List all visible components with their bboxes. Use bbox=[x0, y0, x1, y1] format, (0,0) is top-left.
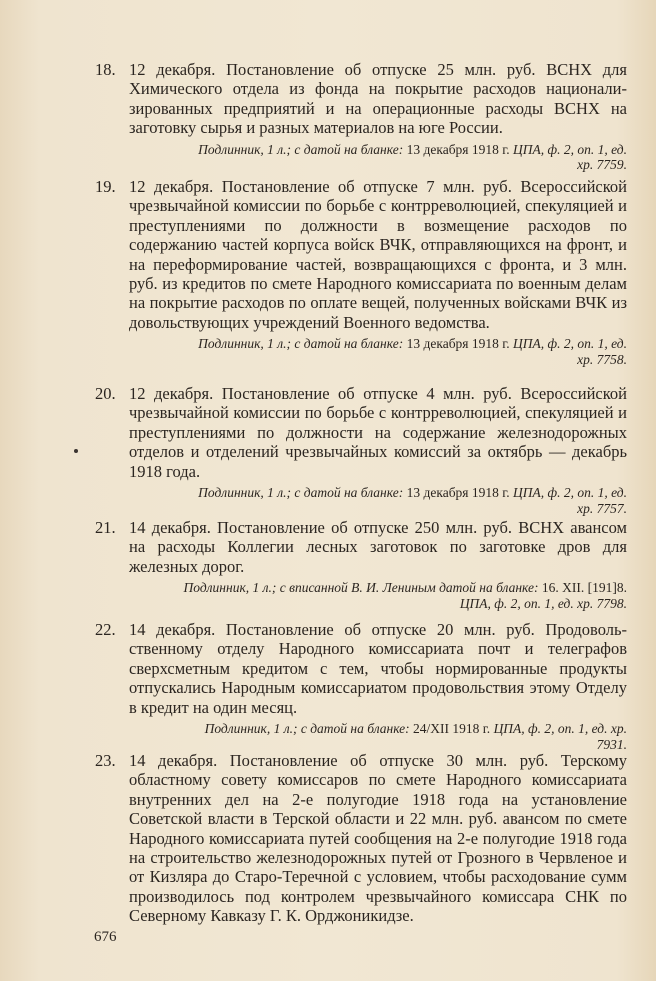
source-note: Подлинник, 1 л.; с вписанной В. И. Лениным датой на бланке: bbox=[183, 580, 539, 596]
entry-source bbox=[180, 142, 627, 173]
source-note: Подлинник, 1 л.; с датой на бланке: bbox=[198, 141, 404, 157]
source-date: 13 декабря 1918 г. bbox=[406, 485, 510, 501]
source-note: Подлинник, 1 л.; с датой на бланке: bbox=[204, 721, 410, 737]
entry-number: 20. bbox=[95, 384, 116, 403]
page-number: 676 bbox=[94, 929, 117, 945]
entry-19 bbox=[95, 177, 627, 367]
entry-source bbox=[180, 336, 627, 367]
source-note: Подлинник, 1 л.; с датой на бланке: bbox=[198, 336, 404, 352]
source-reference: ЦПА, ф. 2, оп. 1, ед. хр. 7798. bbox=[459, 595, 627, 611]
entry-text: 14 декабря. Постановление об отпуске 30 млн. руб. Терскому областному совету комиссаров по смете Народного комиссариата внутренних дел на 2-е полугодие 1918 года на установление Советской власти в Терской области и 22 млн. руб. авансом по смете Народного комиссариата путей сообщения на 2-е полугодие 1918 года на строительство железнодорожных путей от Грозного в Червленое и от Кизляра до Старо-Теречной с условием, чтобы расходование сумм производилось под контролем чрезвычайного комиссара СНК по Северному Кавказу Г. К. Орджоникидзе. bbox=[129, 751, 627, 926]
source-reference: ЦПА, ф. 2, оп. 1, ед. хр. 7757. bbox=[513, 485, 627, 516]
source-reference: ЦПА, ф. 2, оп. 1, ед. хр. 7931. bbox=[493, 721, 627, 752]
source-date: 13 декабря 1918 г. bbox=[406, 336, 510, 352]
entry-number: 22. bbox=[95, 620, 116, 639]
source-date: 16. XII. [191]8. bbox=[541, 580, 627, 596]
entry-number: 21. bbox=[95, 518, 116, 537]
entry-23 bbox=[95, 751, 627, 926]
entry-source bbox=[180, 580, 627, 611]
entry-text: 12 декабря. Постановление об отпуске 4 млн. руб. Всероссийской чрезвычайной комиссии по борьбе с контрреволюцией, спекуляцией и преступлениями по должности на содержание железнодорожных отделов и отделений чрезвычайных комиссий за октябрь — декабрь 1918 года. bbox=[129, 384, 627, 481]
entry-source bbox=[180, 485, 627, 516]
ink-speck bbox=[74, 449, 78, 453]
entry-text: 12 декабря. Постановление об отпуске 25 млн. руб. ВСНХ для Химического отдела из фонда на покрытие расходов национализированных предприятий и на операционные расходы ВСНХ на заготовку сырья и разных материалов на юге России. bbox=[129, 60, 627, 138]
entry-number: 23. bbox=[95, 751, 116, 770]
entry-18 bbox=[95, 60, 627, 173]
source-date: 13 декабря 1918 г. bbox=[406, 141, 510, 157]
source-note: Подлинник, 1 л.; с датой на бланке: bbox=[198, 485, 404, 501]
source-date: 24/XII 1918 г. bbox=[413, 721, 491, 737]
source-reference: ЦПА, ф. 2, оп. 1, ед. хр. 7759. bbox=[513, 141, 627, 173]
entry-22 bbox=[95, 620, 627, 752]
entry-20 bbox=[95, 384, 627, 516]
entry-number: 18. bbox=[95, 60, 116, 79]
entry-number: 19. bbox=[95, 177, 116, 196]
entry-text: 14 декабря. Постановление об отпуске 250 млн. руб. ВСНХ авансом на расходы Коллегии лесных заготовок по заготовке дров для железных дорог. bbox=[129, 518, 627, 576]
entry-source bbox=[180, 721, 627, 752]
entry-text: 12 декабря. Постановление об отпуске 7 млн. руб. Всероссийской чрезвычайной комиссии по борьбе с контрреволюцией, спекуляцией и преступлениями по должности в возмещение расходов по содержанию частей корпуса войск ВЧК, отправляющихся на фронт, и на переформирование частей, возвращающихся с фронта, и 3 млн. руб. из кредитов по смете Народного комиссариата по военным делам на покрытие расходов по оплате вещей, полученных войсками ВЧК из довольствующих учреждений Военного ведомства. bbox=[129, 177, 627, 332]
entry-21 bbox=[95, 518, 627, 611]
entry-text: 14 декабря. Постановление об отпуске 20 млн. руб. Продовольственному отделу Народного комиссариата почт и телеграфов сверхсметным кредитом с тем, чтобы нормированные продукты отпускались Народным комиссариатом продовольствия этому Отделу в кредит на один месяц. bbox=[129, 620, 627, 717]
source-reference: ЦПА, ф. 2, оп. 1, ед. хр. 7758. bbox=[513, 336, 627, 367]
